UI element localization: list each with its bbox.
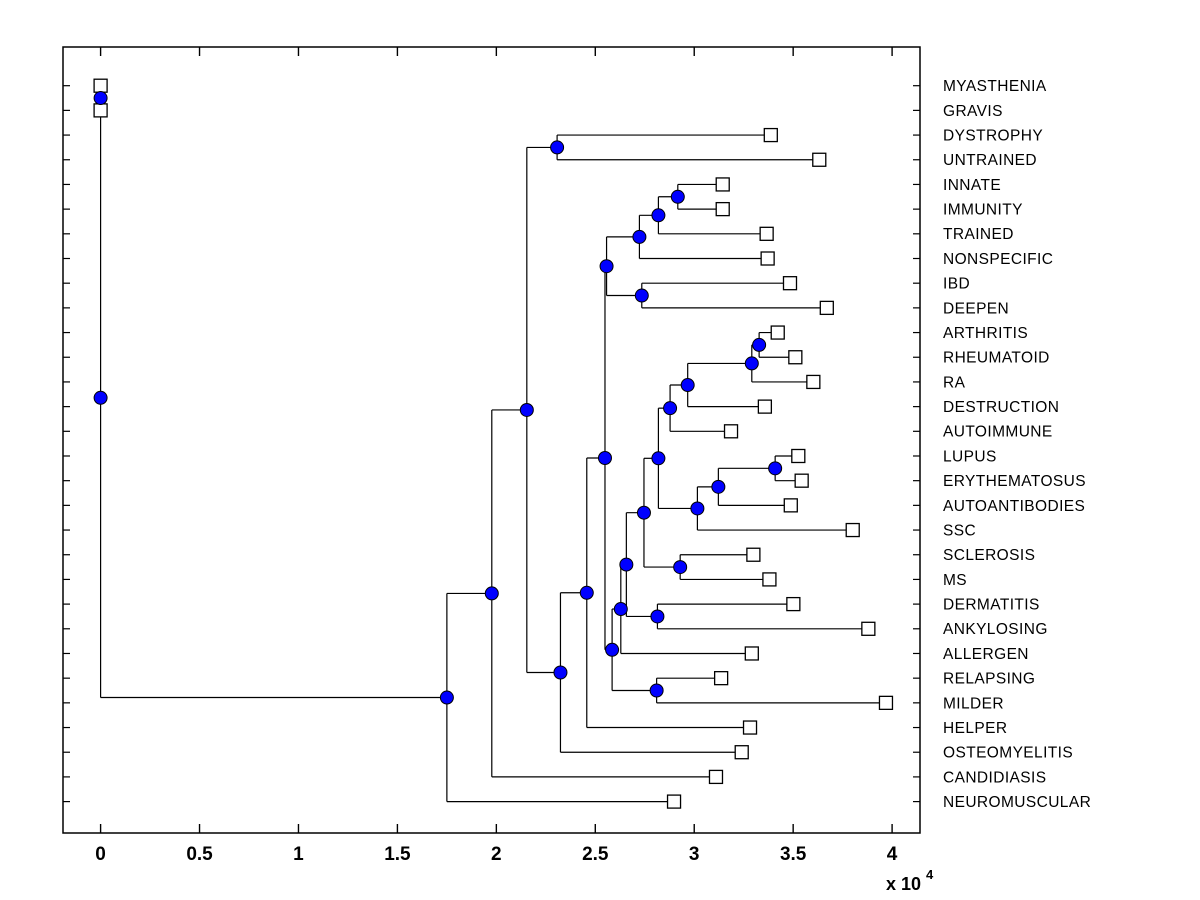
- x-tick-label: 2.5: [582, 844, 609, 865]
- leaf-label: DERMATITIS: [943, 596, 1040, 614]
- x-tick-label: 3: [688, 844, 700, 865]
- x-tick-label: 1: [293, 844, 304, 865]
- internal-node-marker: [650, 684, 663, 697]
- leaf-label: RHEUMATOID: [943, 349, 1050, 367]
- leaf-node-marker: [783, 277, 796, 290]
- internal-node-marker: [635, 289, 648, 302]
- internal-node-marker: [633, 230, 646, 243]
- leaf-node-marker: [716, 178, 729, 191]
- leaf-label: IMMUNITY: [943, 201, 1023, 219]
- internal-node-marker: [691, 502, 704, 515]
- leaf-label: OSTEOMYELITIS: [943, 744, 1074, 762]
- internal-node-marker: [614, 603, 627, 616]
- leaf-node-marker: [744, 721, 757, 734]
- internal-node-marker: [664, 402, 677, 415]
- leaf-label: IBD: [943, 275, 971, 293]
- leaf-label: DEEPEN: [943, 300, 1010, 318]
- leaf-node-marker: [846, 524, 859, 537]
- internal-node-marker: [671, 190, 684, 203]
- internal-node-marker: [440, 691, 453, 704]
- leaf-node-marker: [760, 227, 773, 240]
- leaf-node-marker: [879, 696, 892, 709]
- leaf-label: ARTHRITIS: [943, 324, 1029, 342]
- leaf-label: SSC: [943, 522, 977, 540]
- leaf-node-marker: [709, 770, 722, 783]
- leaf-label: RA: [943, 374, 966, 392]
- leaf-node-marker: [771, 326, 784, 339]
- leaf-label: NEUROMUSCULAR: [943, 794, 1092, 812]
- leaf-label: INNATE: [943, 176, 1002, 194]
- leaf-node-marker: [745, 647, 758, 660]
- leaf-node-marker: [813, 153, 826, 166]
- leaf-label: HELPER: [943, 719, 1008, 737]
- leaf-label: ANKYLOSING: [943, 621, 1048, 639]
- leaf-label: GRAVIS: [943, 102, 1003, 120]
- leaf-label: UNTRAINED: [943, 152, 1038, 170]
- internal-node-marker: [598, 451, 611, 464]
- leaf-label: MYASTHENIA: [943, 78, 1047, 96]
- internal-node-marker: [580, 586, 593, 599]
- leaf-label: LUPUS: [943, 448, 997, 466]
- internal-node-marker: [652, 452, 665, 465]
- x-tick-label: 4: [886, 844, 898, 865]
- leaf-node-marker: [758, 400, 771, 413]
- leaf-node-marker: [784, 499, 797, 512]
- leaf-node-marker: [807, 375, 820, 388]
- x-tick-label: 1.5: [384, 844, 411, 865]
- leaf-label: CANDIDIASIS: [943, 769, 1047, 787]
- internal-node-marker: [681, 379, 694, 392]
- internal-node-marker: [769, 462, 782, 475]
- leaf-node-marker: [795, 474, 808, 487]
- internal-node-marker: [520, 403, 533, 416]
- leaf-label: DESTRUCTION: [943, 399, 1060, 417]
- internal-node-marker: [485, 587, 498, 600]
- leaf-node-marker: [725, 425, 738, 438]
- internal-node-marker: [620, 558, 633, 571]
- leaf-label: ALLERGEN: [943, 645, 1029, 663]
- leaf-node-marker: [789, 351, 802, 364]
- internal-node-marker: [600, 260, 613, 273]
- leaf-label: DYSTROPHY: [943, 127, 1044, 145]
- leaf-node-marker: [862, 622, 875, 635]
- internal-node-marker: [745, 357, 758, 370]
- internal-node-marker: [712, 480, 725, 493]
- x-axis-exponent-label: x 10 $^4$: [886, 867, 934, 894]
- internal-node-marker: [554, 666, 567, 679]
- x-tick-label: 2: [491, 844, 502, 865]
- leaf-label: MILDER: [943, 695, 1004, 713]
- internal-node-marker: [652, 209, 665, 222]
- internal-node-marker: [94, 391, 107, 404]
- leaf-node-marker: [94, 79, 107, 92]
- leaf-node-marker: [715, 672, 728, 685]
- internal-node-marker: [674, 561, 687, 574]
- x-tick-label: 0.5: [186, 844, 213, 865]
- x-tick-labels: [95, 844, 898, 865]
- leaf-node-marker: [820, 301, 833, 314]
- leaf-node-marker: [735, 746, 748, 759]
- leaf-label: AUTOANTIBODIES: [943, 497, 1086, 515]
- leaf-label: NONSPECIFIC: [943, 250, 1054, 268]
- leaf-label: MS: [943, 571, 968, 589]
- leaf-node-marker: [787, 598, 800, 611]
- internal-node-marker: [551, 141, 564, 154]
- x-tick-label: 3.5: [779, 844, 807, 865]
- internal-node-marker: [753, 338, 766, 351]
- leaf-node-marker: [668, 795, 681, 808]
- leaf-label: ERYTHEMATOSUS: [943, 473, 1087, 491]
- leaf-node-marker: [747, 548, 760, 561]
- internal-node-marker: [94, 92, 107, 105]
- internal-node-marker: [651, 610, 664, 623]
- leaf-label: AUTOIMMUNE: [943, 423, 1053, 441]
- leaf-node-marker: [94, 104, 107, 117]
- leaf-label: RELAPSING: [943, 670, 1036, 688]
- internal-node-marker: [637, 506, 650, 519]
- leaf-node-marker: [792, 449, 805, 462]
- x-tick-label: 0: [95, 844, 106, 865]
- leaf-node-marker: [764, 129, 777, 142]
- leaf-node-marker: [716, 203, 729, 216]
- leaf-node-marker: [763, 573, 776, 586]
- leaf-labels: [943, 78, 1091, 811]
- leaf-node-marker: [761, 252, 774, 265]
- internal-node-marker: [606, 643, 619, 656]
- x-axis-exponent: [886, 867, 934, 894]
- leaf-label: SCLEROSIS: [943, 547, 1036, 565]
- leaf-label: TRAINED: [943, 226, 1014, 244]
